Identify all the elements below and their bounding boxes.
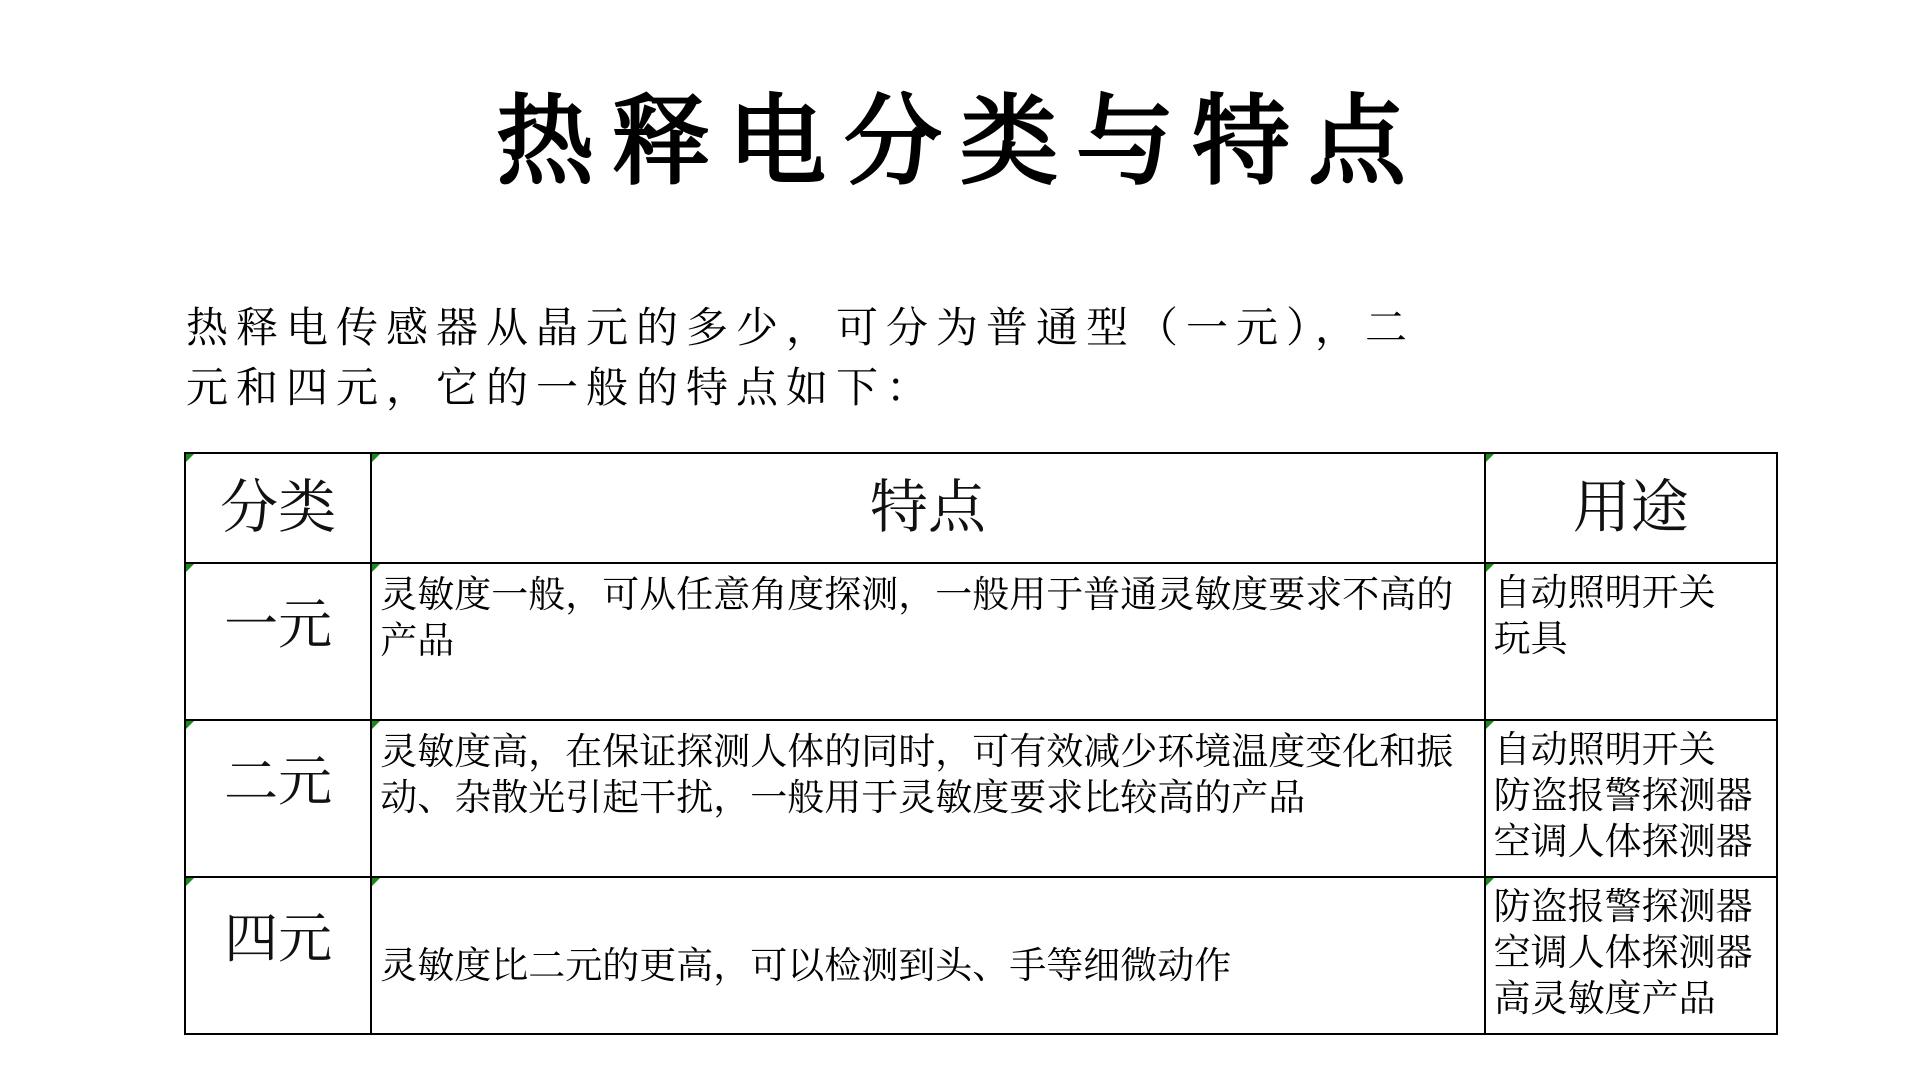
use-item: 自动照明开关 [1493, 571, 1716, 614]
intro-line-1: 热释电传感器从晶元的多少，可分为普通型（一元），二 [186, 303, 1416, 352]
classification-table [184, 452, 1778, 1035]
features-text: 灵敏度一般，可从任意角度探测，一般用于普通灵敏度要求不高的产品 [380, 573, 1454, 662]
uses-cell [1485, 720, 1777, 877]
header-category [185, 453, 371, 563]
category-label: 二元 [224, 750, 333, 813]
header-uses [1485, 453, 1777, 563]
features-text: 灵敏度比二元的更高，可以检测到头、手等细微动作 [380, 943, 1232, 987]
intro-line-2: 元和四元，它的一般的特点如下： [186, 363, 937, 412]
category-cell [185, 720, 371, 877]
features-text: 灵敏度高，在保证探测人体的同时，可有效减少环境温度变化和振动、杂散光引起干扰，一般用于灵敏度要求比较高的产品 [380, 730, 1454, 819]
header-features-label: 特点 [869, 473, 986, 541]
use-item: 高灵敏度产品 [1493, 977, 1716, 1020]
features-cell [371, 720, 1484, 877]
uses-cell [1485, 877, 1777, 1034]
header-uses-label: 用途 [1572, 473, 1689, 541]
category-label: 四元 [224, 907, 333, 970]
intro-paragraph [186, 298, 1426, 418]
use-item: 自动照明开关 [1493, 728, 1716, 771]
use-item: 玩具 [1493, 617, 1568, 660]
table-row [185, 877, 1777, 1034]
features-cell [371, 877, 1484, 1034]
table-header-row [185, 453, 1777, 563]
category-cell [185, 877, 371, 1034]
category-cell [185, 563, 371, 720]
header-category-label: 分类 [220, 473, 337, 541]
use-item: 防盗报警探测器 [1493, 774, 1753, 817]
page-title: 热释电分类与特点 [495, 84, 1424, 199]
table-row [185, 563, 1777, 720]
use-item: 空调人体探测器 [1493, 820, 1753, 863]
table-row [185, 720, 1777, 877]
features-cell [371, 563, 1484, 720]
category-label: 一元 [224, 593, 333, 656]
use-item: 空调人体探测器 [1493, 931, 1753, 974]
uses-cell [1485, 563, 1777, 720]
use-item: 防盗报警探测器 [1493, 885, 1753, 928]
header-features [371, 453, 1484, 563]
